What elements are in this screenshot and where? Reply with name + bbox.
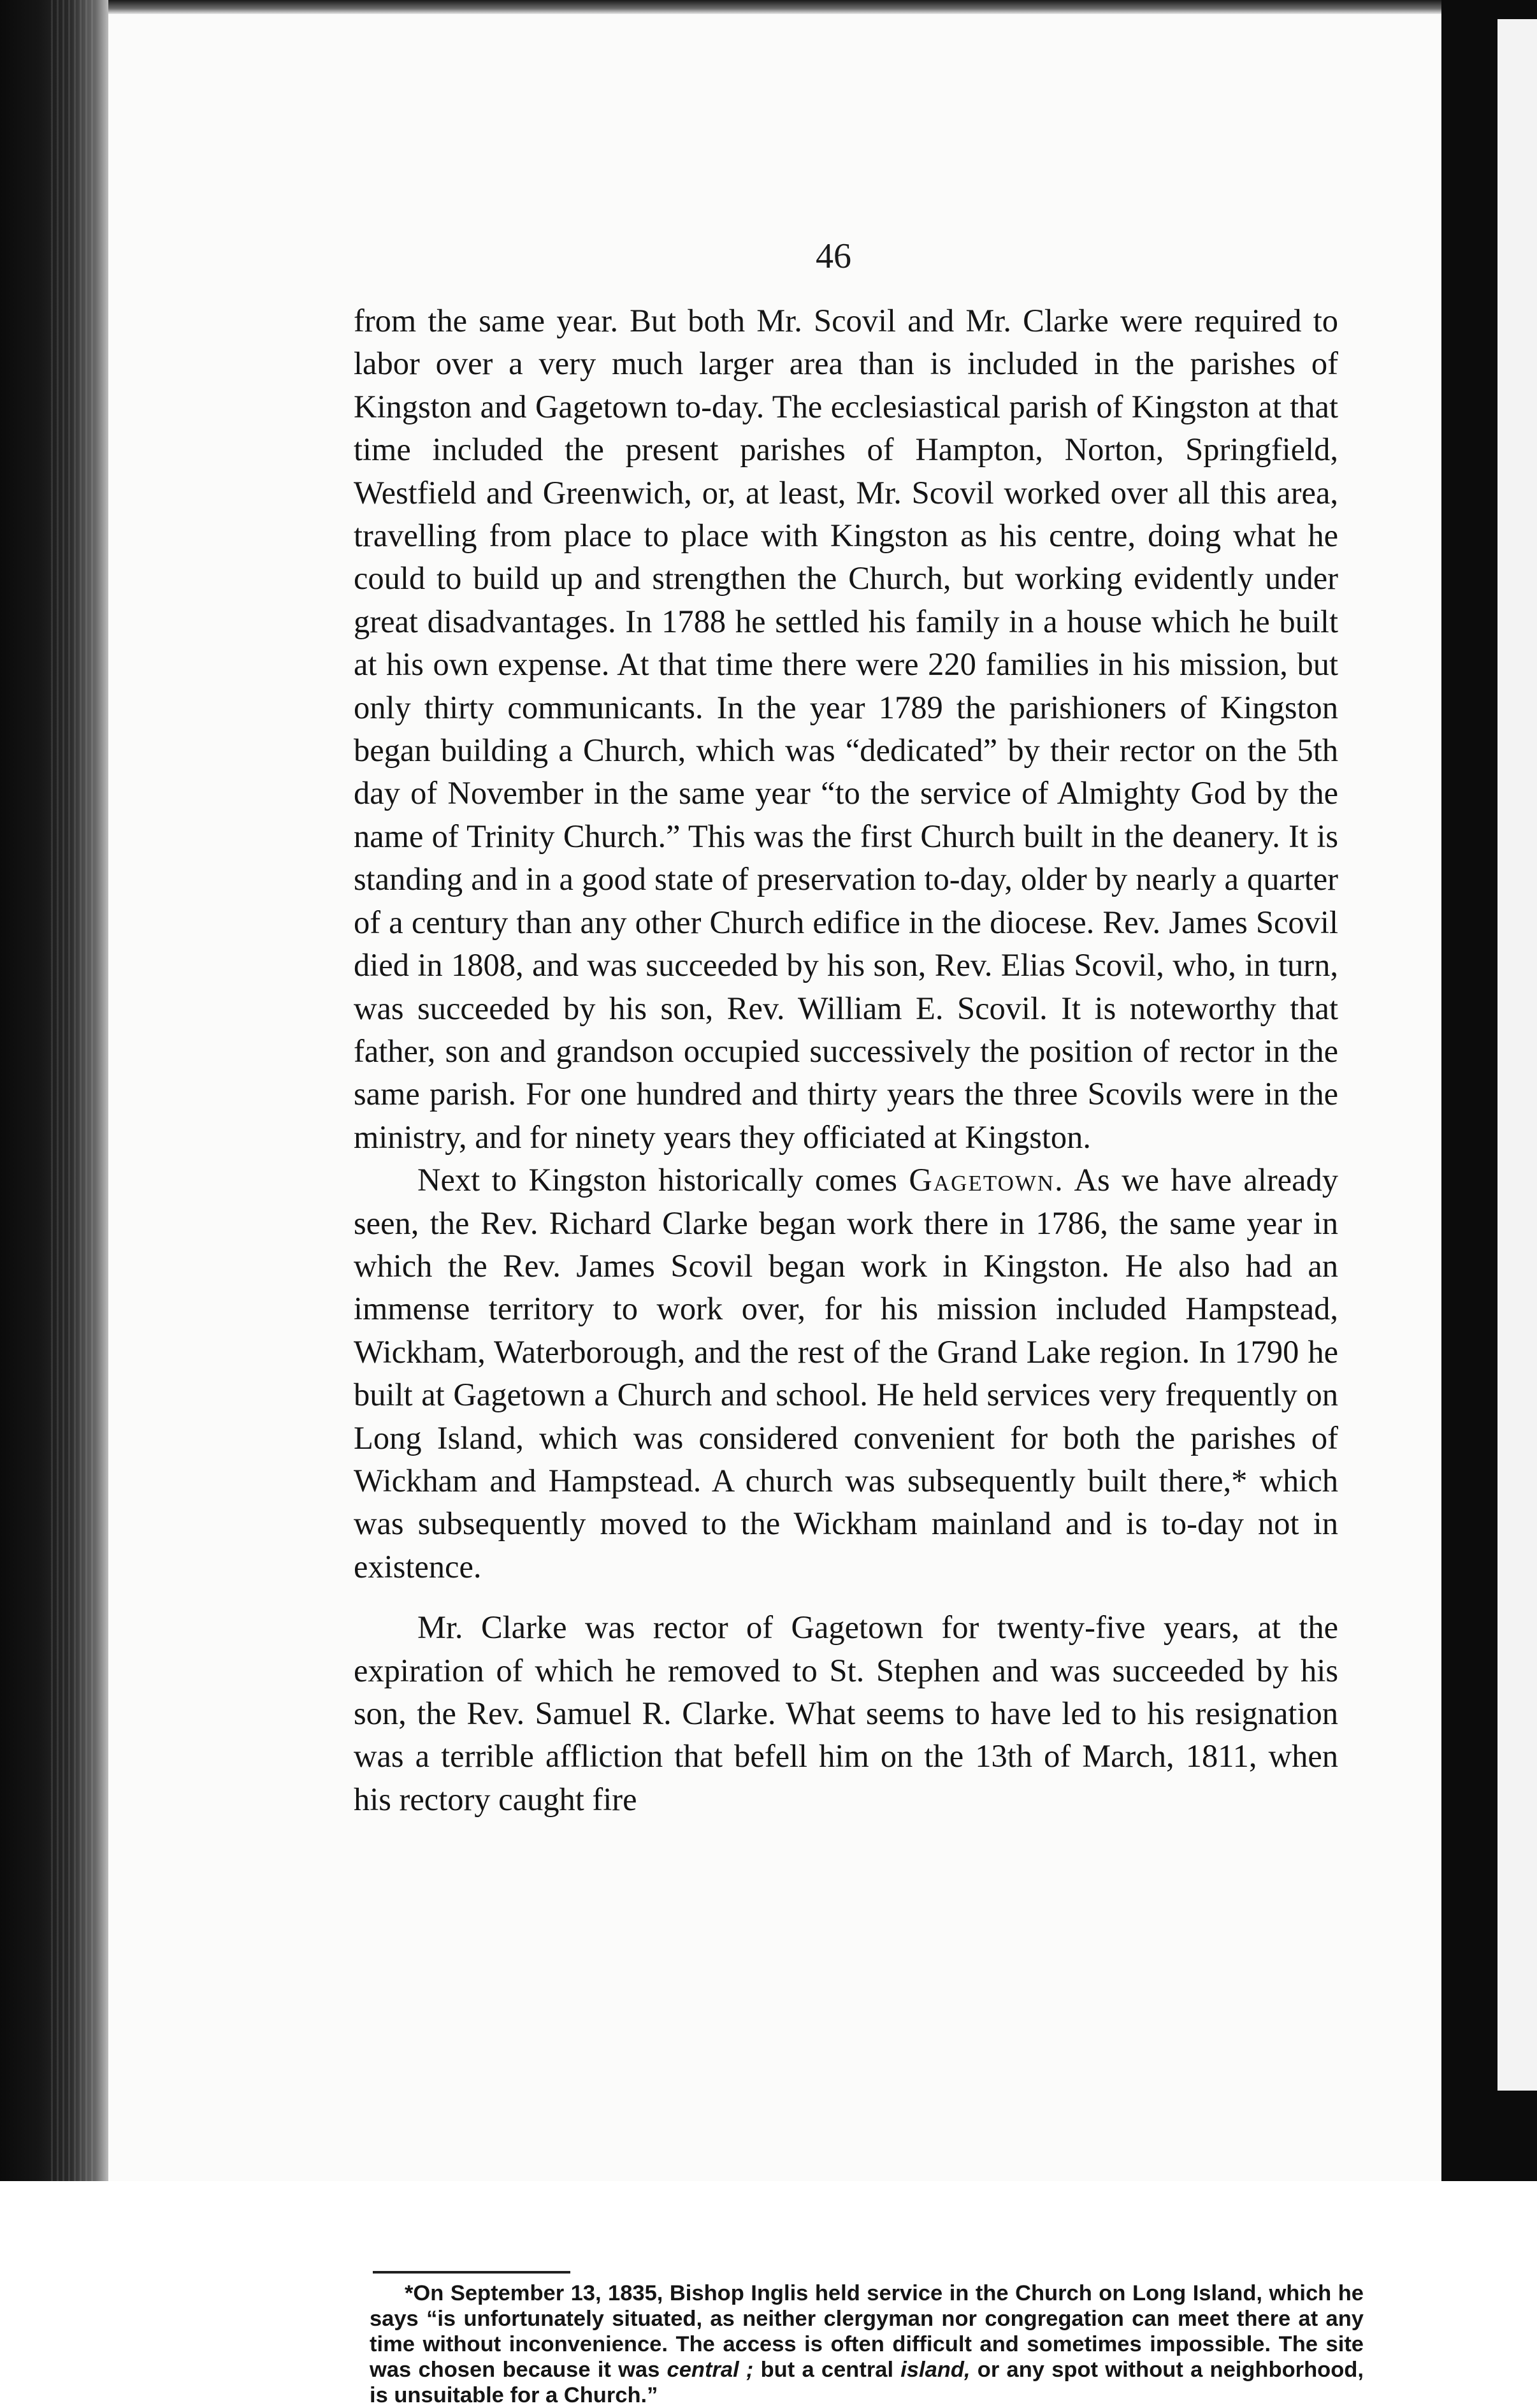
footnote-part2: but a central (760, 2358, 894, 2382)
place-name-gagetown: Gagetown. (909, 1162, 1064, 1198)
page-number: 46 (816, 236, 851, 276)
footnote-rule (373, 2271, 570, 2274)
paragraph-gagetown (354, 1159, 1338, 1588)
footnote (370, 2281, 1364, 2408)
paragraph-gagetown-rest: As we have already seen, the Rev. Richard Clarke began work there in 1786, the same year in which the Rev. James Scovil began work in Kingston. He also had an immense territory to work over, for his mission included Hampstead, Wickham, Waterborough, and the rest of the Grand Lake region. In 1790 he built at Gagetown a Church and school. He held services very frequently on Long Island, which was considered convenient for both the parishes of Wickham and Hampstead. A church was subsequently built there,* which was subsequently moved to the Wickham mainland and is to-day not in existence. (354, 1162, 1338, 1585)
scanner-top-edge (108, 0, 1441, 14)
paragraph-clarke: Mr. Clarke was rector of Gagetown for twenty-five years, at the expiration of which he removed to St. Stephen and was succeeded by his son, the Rev. Samuel R. Clarke. What seems to have led to his resignation was a terrible affliction that befell him on the 13th of March, 1811, when his rectory caught fire (354, 1609, 1338, 1817)
book-gutter-lines (51, 0, 96, 2181)
footnote-island: island, (900, 2358, 971, 2382)
footnote-part1: *On September 13, 1835, Bishop Inglis held service in the Church on Long Island, which he says “is unfortunately situated, as neither clergyman nor congregation can meet there at any time without inconvenience. The access is often difficult and sometimes impossible. The site was chosen because it was (370, 2281, 1364, 2382)
facing-page-sliver (1497, 19, 1537, 2091)
paragraph-gagetown-start: Next to Kingston historically comes (417, 1162, 897, 1198)
paragraph-kingston: from the same year. But both Mr. Scovil and Mr. Clarke were required to labor over a very much larger area than is included in the parishes of Kingston and Gagetown to-day. The ecclesiastical parish of Kingston at that time included the present parishes of Hampton, Norton, Springfield, Westfield and Greenwich, or, at least, Mr. Scovil worked over all this area, travelling from place to place with Kingston as his centre, doing what he could to build up and strengthen the Church, but working evidently under great disadvantages. In 1788 he settled his family in a house which he built at his own expense. At that time there were 220 families in his mission, but only thirty communicants. In the year 1789 the parishioners of Kingston began building a Church, which was “dedicated” by their rector on the 5th day of November in the same year “to the service of Almighty God by the name of Trinity Church.” This was the first Church built in the deanery. It is standing and in a good state of preservation to-day, older by nearly a quarter of a century than any other Church edifice in the diocese. Rev. James Scovil died in 1808, and was succeeded by his son, Rev. Elias Scovil, who, in turn, was succeeded by his son, Rev. William E. Scovil. It is noteworthy that father, son and grandson occupied successively the position of rector in the same parish. For one hundred and thirty years the three Scovils were in the ministry, and for ninety years they officiated at Kingston. (354, 303, 1338, 1155)
footnote-central: central ; (667, 2358, 754, 2382)
body-text (354, 300, 1338, 1821)
footnote-part3: or any spot without a neighborhood, is unsuitable for a Church.” (370, 2358, 1364, 2407)
